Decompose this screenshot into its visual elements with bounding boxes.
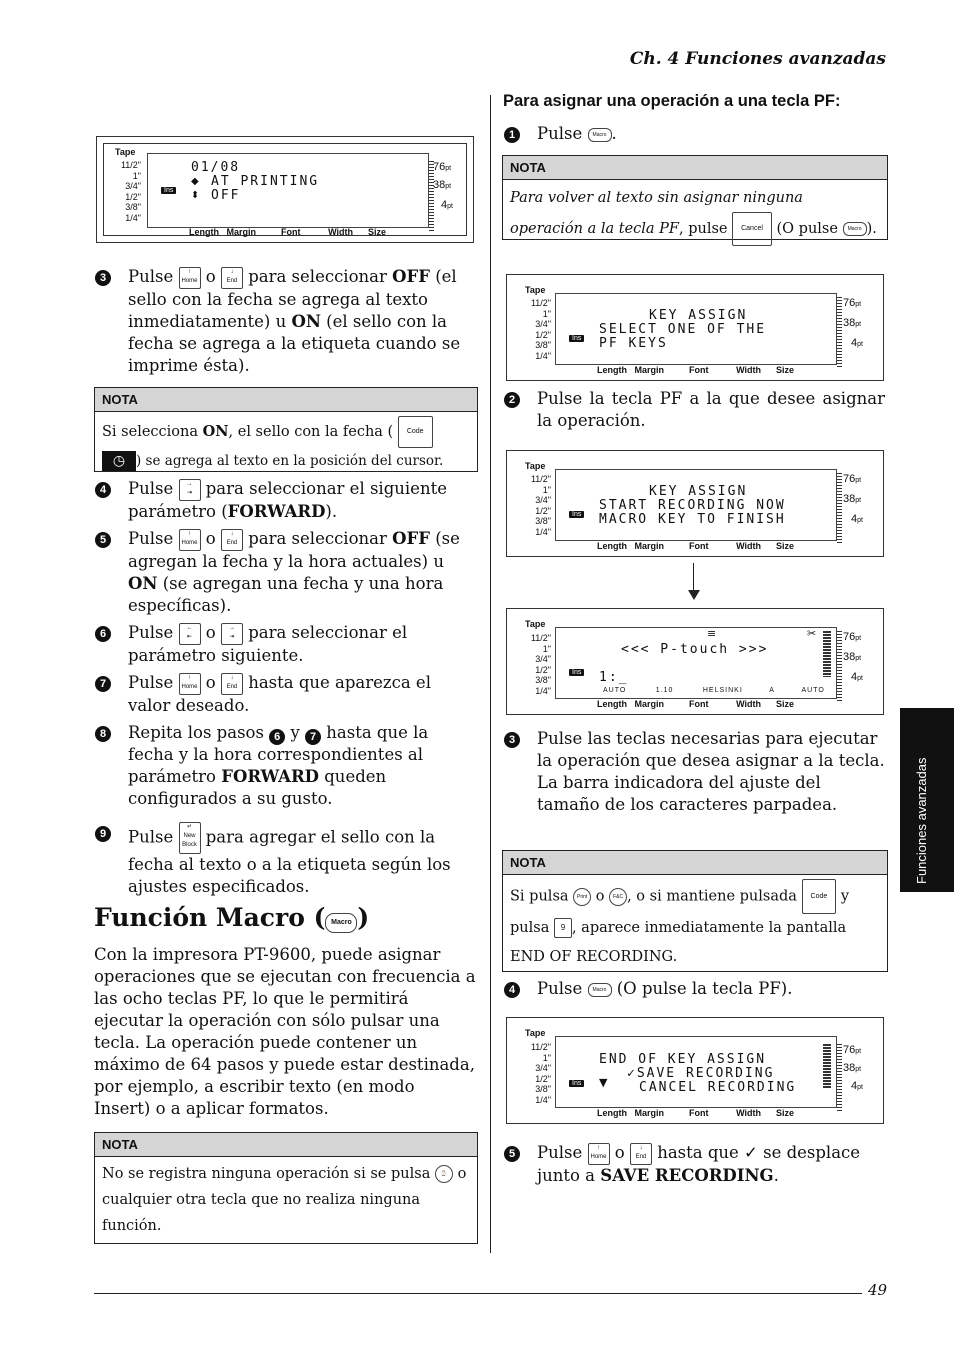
step-number: 5 [95,532,111,548]
lcd-bottom-labels: Length Margin Font Width Size [597,365,795,375]
left-key-icon: ← ⇤ [179,623,201,645]
step-number: 5 [504,1146,520,1162]
lcd-line: END OF KEY ASSIGN [599,1052,767,1067]
macro-key-icon: Macro [588,128,612,142]
tape-scale: 11/2" 1" 3/4" 1/2" 3/8" 1/4" [530,474,551,537]
lcd-line: KEY ASSIGN [649,308,748,323]
step-number: 9 [95,826,111,842]
insert-indicator: Ins [569,669,584,676]
lcd-display-5: Tape 11/2" 1" 3/4" 1/2" 3/8" 1/4" END OF KEY ASSIGN ✓SAVE RECORDING CANCEL RECORDING Ins ▼ 76pt 38pt 4pt Length Margin Font Width Size [506,1017,884,1124]
chapter-header: Ch. 4 Funciones avanzadas [629,49,886,69]
right-step-5: Pulse ↑ Home o ↓ End hasta que ✓ se desplace junto a SAVE RECORDING. [537,1143,861,1185]
lcd-line: PF KEYS [599,336,668,351]
note-title: NOTA [95,388,477,412]
end-key-icon: ↓ End [221,673,243,695]
home-key-icon: ↑ Home [179,673,201,695]
right-heading: Para asignar una operación a una tecla PF: [503,92,841,110]
down-arrow-icon: ▼ [599,1076,608,1089]
home-key-icon: ↑ Home [588,1143,610,1165]
right-step-2: Pulse la tecla PF a la que desee asignar la operación. [537,389,885,430]
code-key-icon: Code [398,416,433,448]
side-tab [900,708,954,892]
step-5-text: Pulse ↑ Home o ↓ End para seleccionar OFF (se agregan la fecha y la hora actuales) u ON (se agregan una fecha y una hora específicas). [128,529,460,615]
lcd-status-row: AUTO 1.10 HELSINKI A AUTO [603,687,825,694]
lcd-display-3: Tape 11/2" 1" 3/4" 1/2" 3/8" 1/4" KEY ASSIGN START RECORDING NOW MACRO KEY TO FINISH Ins 76pt 38pt 4pt Length Margin Font Width Size [506,450,884,557]
lcd-display-1 [96,136,474,243]
right-step-3: Pulse las teclas necesarias para ejecutar la operación que desea asignar a la tecla. La barra indicadora del ajuste del tamaño de los caracteres parpadea. [537,729,885,814]
align-icon: ≡ [707,627,717,640]
insert-indicator: Ins [569,1080,584,1087]
note-box-3: NOTA Para volver al texto sin asignar ninguna operación a la tecla PF, pulse Cancel (O pulse Macro ). [502,155,888,240]
lcd-line: ✓SAVE RECORDING [627,1066,775,1081]
tab-right-key-icon: → ⇥ [179,479,201,501]
lcd-line: MACRO KEY TO FINISH [599,512,786,527]
step-number: 4 [95,482,111,498]
feed-cut-key-icon: F&C [609,888,627,906]
tape-scale: 11/2" 1" 3/4" 1/2" 3/8" 1/4" [120,160,141,223]
end-key-icon: ↓ End [221,267,243,289]
code-key-icon: Code [802,879,837,914]
lcd-line: AT PRINTING [211,174,320,189]
tape-label: Tape [115,147,136,157]
note-box-2: NOTA No se registra ninguna operación si se pulsa ⌚ o cualquier otra tecla que no realiza ninguna función. [94,1132,478,1244]
right-step-1: Pulse Macro . [537,124,617,143]
step-number: 4 [504,982,520,998]
lcd-bottom-labels: Length Margin Font Width Size [189,227,387,237]
lcd-display-4: Tape 11/2" 1" 3/4" 1/2" 3/8" 1/4" ≡ ✂ <<< P-touch >>> 1:_ Ins AUTO 1.10 HELSINKI A AUTO 76pt 38pt 4pt Length Margin Font Width Size [506,608,884,715]
size-38: 38pt [433,179,452,191]
insert-indicator: Ins [569,511,584,518]
note-title: NOTA [503,851,887,875]
insert-indicator: Ins [569,335,584,342]
step-6-text: Pulse ← ⇤ o → ⇥ para seleccionar el parámetro siguiente. [128,623,408,665]
size-4: 4pt [441,199,453,211]
step-number: 8 [95,726,111,742]
insert-indicator: Ins [161,187,176,194]
step-number: 3 [95,270,111,286]
footer-rule [94,1293,862,1294]
print-key-icon: Print [573,888,591,906]
step-number: 3 [504,732,520,748]
step-number: 7 [95,676,111,692]
new-block-key-icon: ↵ New Block [179,822,201,854]
right-key-icon: → ⇥ [221,623,243,645]
lcd-display-2: Tape 11/2" 1" 3/4" 1/2" 3/8" 1/4" KEY ASSIGN SELECT ONE OF THE PF KEYS Ins 76pt 38pt 4pt Length Margin Font Width Size [506,274,884,381]
column-divider [490,95,491,1253]
end-key-icon: ↓ End [221,529,243,551]
step-number: 1 [504,127,520,143]
cut-icon: ✂ [807,627,817,640]
step-number: 2 [504,392,520,408]
step-3-text: Pulse ↑ Home o ↓ End para seleccionar OFF (el sello con la fecha se agrega al texto inmediatamente) u ON (el sello con la fecha se agrega a la etiqueta cuando se imprime ésta). [128,267,461,375]
tape-scale: 11/2" 1" 3/4" 1/2" 3/8" 1/4" [530,633,551,696]
note-box-1: NOTA Si selecciona ON, el sello con la fecha ( Code ◷ ) se agrega al texto en la posición del cursor. [94,387,478,472]
lcd-line: 01/08 [191,160,241,175]
tape-scale: 11/2" 1" 3/4" 1/2" 3/8" 1/4" [530,298,551,361]
down-arrow-head [688,590,700,600]
end-key-icon: ↓ End [630,1143,652,1165]
note-title: NOTA [95,1133,477,1157]
intro-paragraph: Con la impresora PT-9600, puede asignar operaciones que se ejecutan con frecuencia a las ocho teclas PF, lo que le permitirá ejecutar la operación con sólo pulsar una tecla. La operación puede contener un máximo de 64 pasos y puede estar destinada, por ejemplo, a escribir texto (en modo Insert) o a aplicar formatos. [94,945,476,1118]
right-step-4: Pulse Macro (O pulse la tecla PF). [537,979,793,998]
step-number: 6 [95,626,111,642]
lcd-bottom-labels: Length Margin Font Width Size [597,1108,795,1118]
step-4-text: Pulse → ⇥ para seleccionar el siguiente parámetro (FORWARD). [128,479,447,521]
size-76: 76pt [433,161,452,173]
lcd-line: 1:_ [599,670,629,685]
macro-key-icon: Macro [325,913,357,933]
lcd-line: CANCEL RECORDING [639,1080,797,1095]
clock-key-icon: ⌚ [435,1165,453,1183]
tape-scale: 11/2" 1" 3/4" 1/2" 3/8" 1/4" [530,1042,551,1105]
arrows-icon: ◆ ⬍ [191,176,200,201]
lcd-line: <<< P-touch >>> [621,642,769,657]
step-9-text: Pulse ↵ New Block para agregar el sello con la fecha al texto o a la etiqueta según los ajustes especificados. [128,824,451,896]
macro-key-icon: Macro [843,222,867,236]
lcd-line: SELECT ONE OF THE [599,322,767,337]
lcd-bottom-labels: Length Margin Font Width Size [597,541,795,551]
nine-key-icon: 9 [554,918,572,938]
step-7-text: Pulse ↑ Home o ↓ End hasta que aparezca el valor deseado. [128,673,431,715]
home-key-icon: ↑ Home [179,267,201,289]
section-title: Función Macro ( Macro ) [94,903,370,932]
step-8-text: Repita los pasos 6 y 7 hasta que la fecha y la hora correspondientes al parámetro FORWARD queden configurados a su gusto. [128,723,429,808]
page-number: 49 [868,1281,888,1299]
home-key-icon: ↑ Home [179,529,201,551]
down-arrow-icon [693,563,694,593]
side-tab-label: Funciones avanzadas [914,757,929,884]
cancel-key-icon: Cancel [732,212,772,246]
lcd-bottom-labels: Length Margin Font Width Size [597,699,795,709]
note-title: NOTA [503,156,887,180]
lcd-line: KEY ASSIGN [649,484,748,499]
clock-key-icon: ◷ [102,451,136,471]
note-box-4: NOTA Si pulsa Print o F&C , o si mantiene pulsada Code y pulsa 9 , aparece inmediatamente la pantalla END OF RECORDING. [502,850,888,972]
lcd-line: OFF [211,188,241,203]
macro-key-icon: Macro [588,983,612,997]
lcd-line: START RECORDING NOW [599,498,786,513]
